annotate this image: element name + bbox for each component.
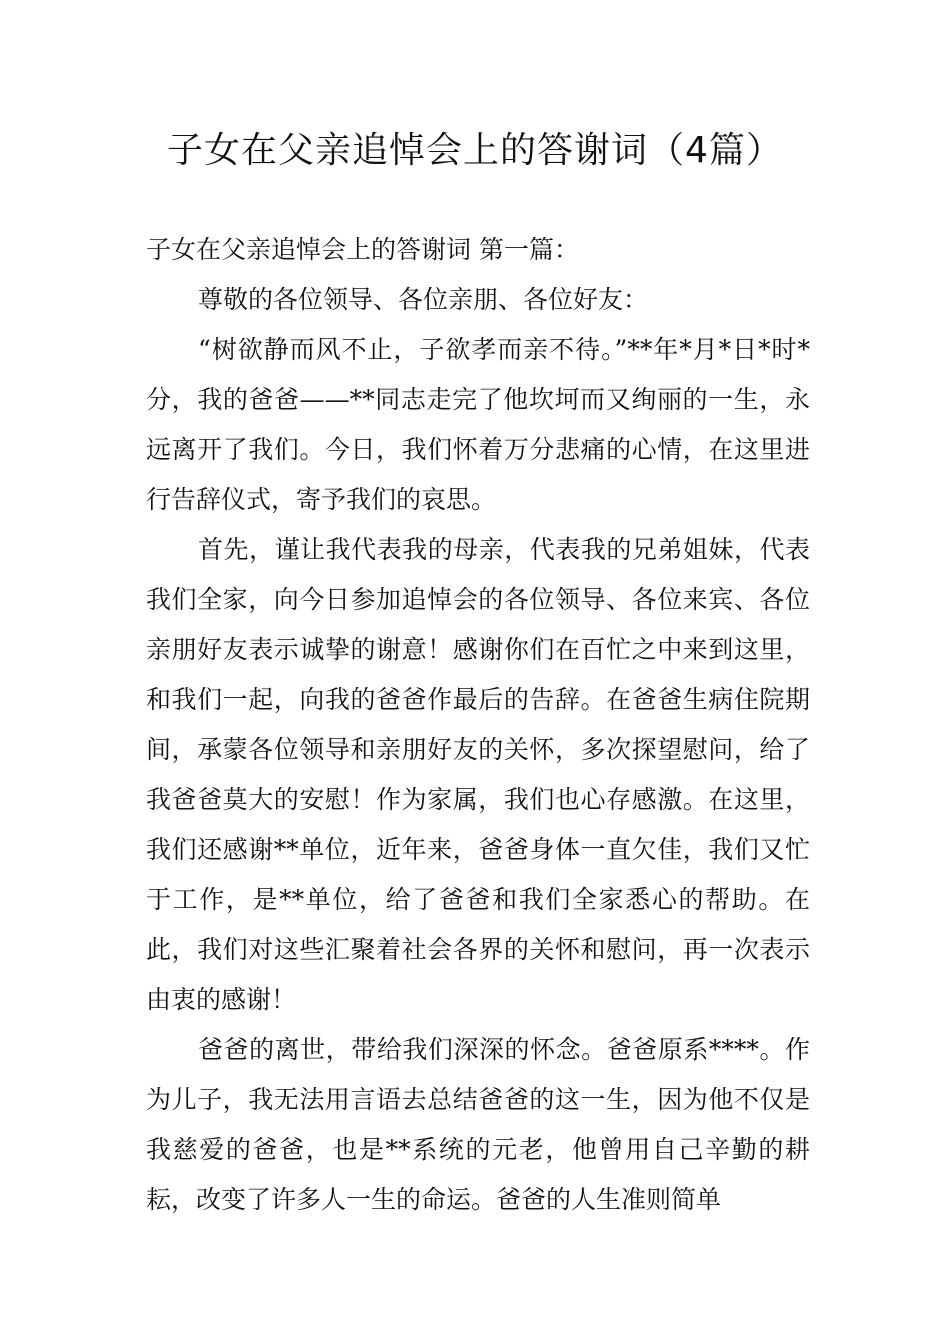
salutation-paragraph: 尊敬的各位领导、各位亲朋、各位好友：: [198, 285, 649, 314]
paragraph-thanks: 首先，谨让我代表我的母亲，代表我的兄弟姐妹，代表我们全家，向今日参加追悼会的各位领导、各位来宾、各位亲朋好友表示诚挚的谢意！感谢你们在百忙之中来到这里，和我们一起，向我的爸爸作最后的告辞。在爸爸生病住院期间，承蒙各位领导和亲朋好友的关怀，多次探望慰问，给了我爸爸莫大的安慰！作为家属，我们也心存感激。在这里，我们还感谢**单位，近年来，爸爸身体一直欠佳，我们又忙于工作，是**单位，给了爸爸和我们全家悉心的帮助。在此，我们对这些汇聚着社会各界的关怀和慰问，再一次表示由衷的感谢！: [146, 535, 810, 1014]
document-body: [146, 225, 810, 1225]
section-heading: 子女在父亲追悼会上的答谢词 第一篇：: [146, 235, 579, 264]
paragraph-remembrance: 爸爸的离世，带给我们深深的怀念。爸爸原系****。作为儿子，我无法用言语去总结爸爸的这一生，因为他不仅是我慈爱的爸爸，也是**系统的元老，他曾用自己辛勤的耕耘，改变了许多人一生的命运。爸爸的人生准则简单: [146, 1035, 810, 1214]
document-title: 子女在父亲追悼会上的答谢词（4篇）: [167, 130, 783, 171]
paragraph-opening: “树欲静而风不止，子欲孝而亲不待。”**年*月*日*时*分，我的爸爸——**同志走完了他坎坷而又绚丽的一生，永远离开了我们。今日，我们怀着万分悲痛的心情，在这里进行告辞仪式，寄予我们的哀思。: [146, 335, 810, 514]
